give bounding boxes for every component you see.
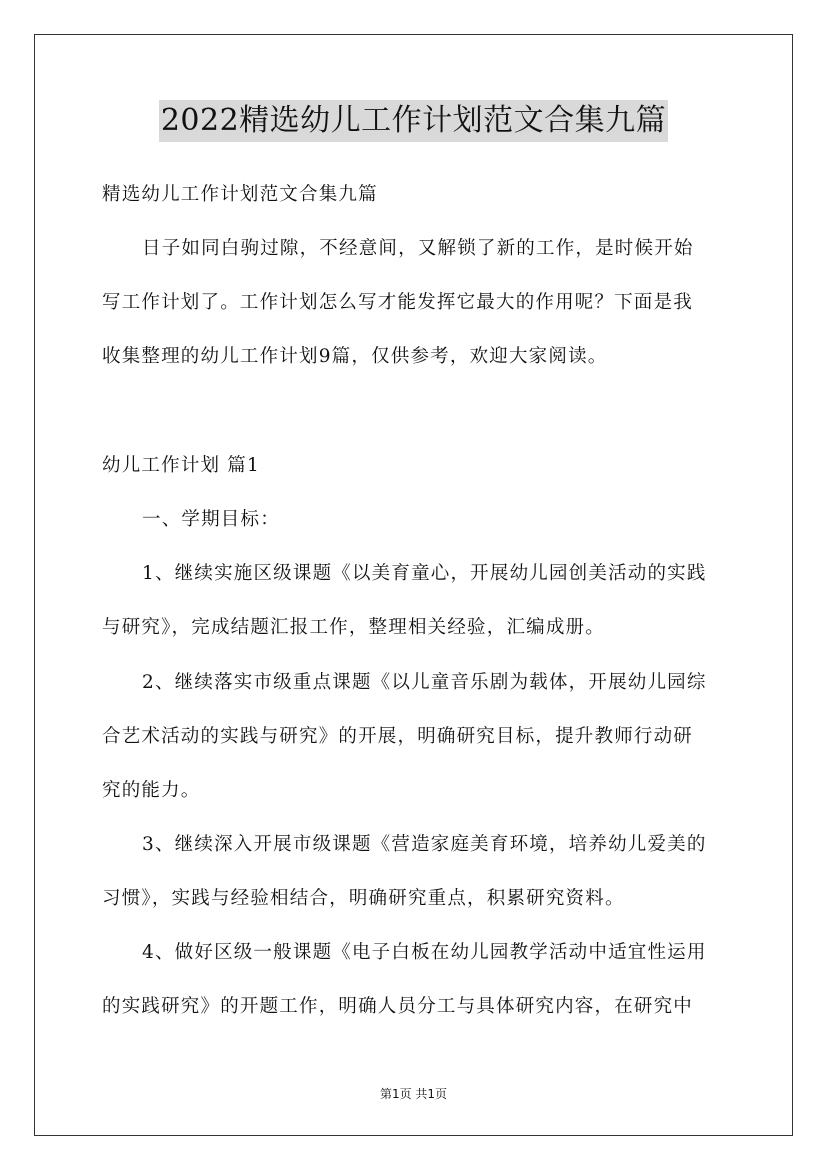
- paragraph-line: 与研究》，完成结题汇报工作，整理相关经验，汇编成册。: [102, 617, 605, 638]
- section-heading: 幼儿工作计划 篇1: [102, 455, 260, 476]
- page-number: 第1页 共1页: [379, 1087, 448, 1101]
- paragraph-line: 4、做好区级一般课题《电子白板在幼儿园教学活动中适宜性运用: [142, 942, 707, 963]
- goals-heading: 一、学期目标：: [142, 509, 280, 530]
- paragraph-line: 合艺术活动的实践与研究》的开展，明确研究目标，提升教师行动研: [102, 726, 694, 747]
- paragraph-line: 究的能力。: [102, 780, 201, 801]
- document-title: 2022精选幼儿工作计划范文合集九篇: [159, 100, 668, 142]
- paragraph-line: 的实践研究》的开题工作，明确人员分工与具体研究内容，在研究中: [102, 996, 694, 1017]
- paragraph-line: 1、继续实施区级课题《以美育童心，开展幼儿园创美活动的实践: [142, 563, 707, 584]
- paragraph-line: 3、继续深入开展市级课题《营造家庭美育环境，培养幼儿爱美的: [142, 834, 707, 855]
- intro-line: 写工作计划了。工作计划怎么写才能发挥它最大的作用呢？下面是我: [102, 292, 694, 313]
- intro-line: 日子如同白驹过隙，不经意间，又解锁了新的工作，是时候开始: [142, 238, 694, 259]
- title-container: [0, 100, 827, 142]
- intro-line: 收集整理的幼儿工作计划9篇，仅供参考，欢迎大家阅读。: [102, 346, 608, 367]
- paragraph-line: 2、继续落实市级重点课题《以儿童音乐剧为载体，开展幼儿园综: [142, 672, 707, 693]
- paragraph-line: 习惯》，实践与经验相结合，明确研究重点，积累研究资料。: [102, 888, 625, 909]
- document-subtitle: 精选幼儿工作计划范文合集九篇: [102, 184, 378, 205]
